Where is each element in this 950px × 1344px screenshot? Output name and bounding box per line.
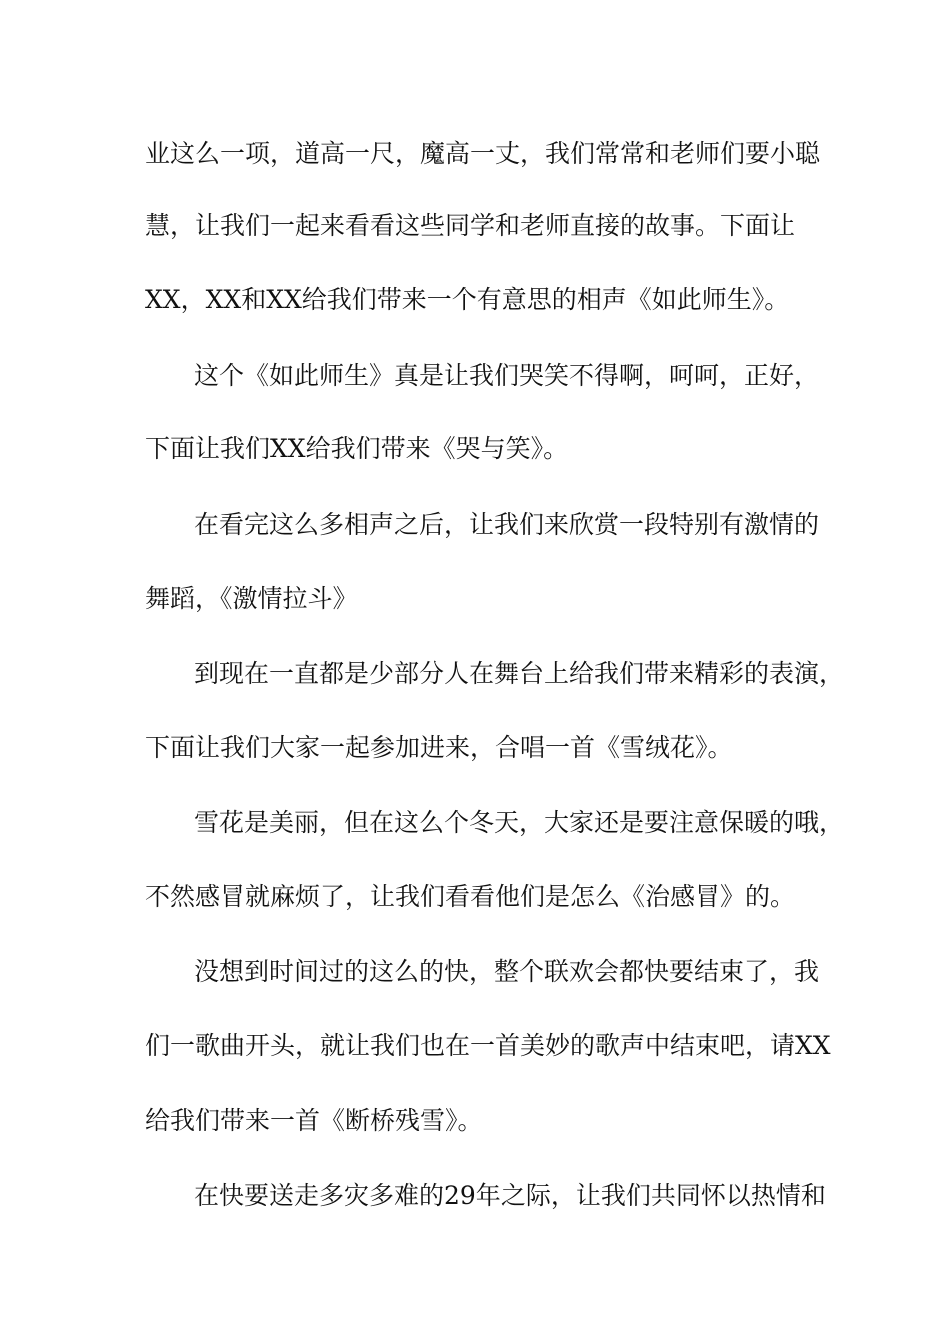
text-line-13: 们一歌曲开头，就让我们也在一首美妙的歌声中结束吧，请XX [145, 1031, 831, 1060]
text-line-14: 给我们带来一首《断桥残雪》。 [145, 1106, 483, 1135]
text-line-12: 没想到时间过的这么的快，整个联欢会都快要结束了，我 [194, 957, 820, 986]
text-line-5: 下面让我们XX给我们带来《哭与笑》。 [145, 434, 569, 463]
text-line-2: 慧，让我们一起来看看这些同学和老师直接的故事。下面让 [145, 211, 796, 240]
text-line-6: 在看完这么多相声之后，让我们来欣赏一段特别有激情的 [194, 510, 820, 539]
text-line-3: XX，XX和XX给我们带来一个有意思的相声《如此师生》。 [145, 285, 790, 314]
text-line-7: 舞蹈，《激情拉斗》 [145, 584, 358, 613]
text-line-10: 雪花是美丽，但在这么个冬天，大家还是要注意保暖的哦， [194, 808, 845, 837]
text-line-11: 不然感冒就麻烦了，让我们看看他们是怎么《治感冒》的。 [145, 882, 796, 911]
text-line-8: 到现在一直都是少部分人在舞台上给我们带来精彩的表演， [194, 659, 845, 688]
text-line-9: 下面让我们大家一起参加进来，合唱一首《雪绒花》。 [145, 733, 733, 762]
text-line-15: 在快要送走多灾多难的29年之际，让我们共同怀以热情和 [194, 1181, 826, 1210]
text-line-4: 这个《如此师生》真是让我们哭笑不得啊，呵呵，正好， [194, 361, 820, 390]
text-line-1: 业这么一项，道高一尺，魔高一丈，我们常常和老师们要小聪 [145, 139, 821, 168]
